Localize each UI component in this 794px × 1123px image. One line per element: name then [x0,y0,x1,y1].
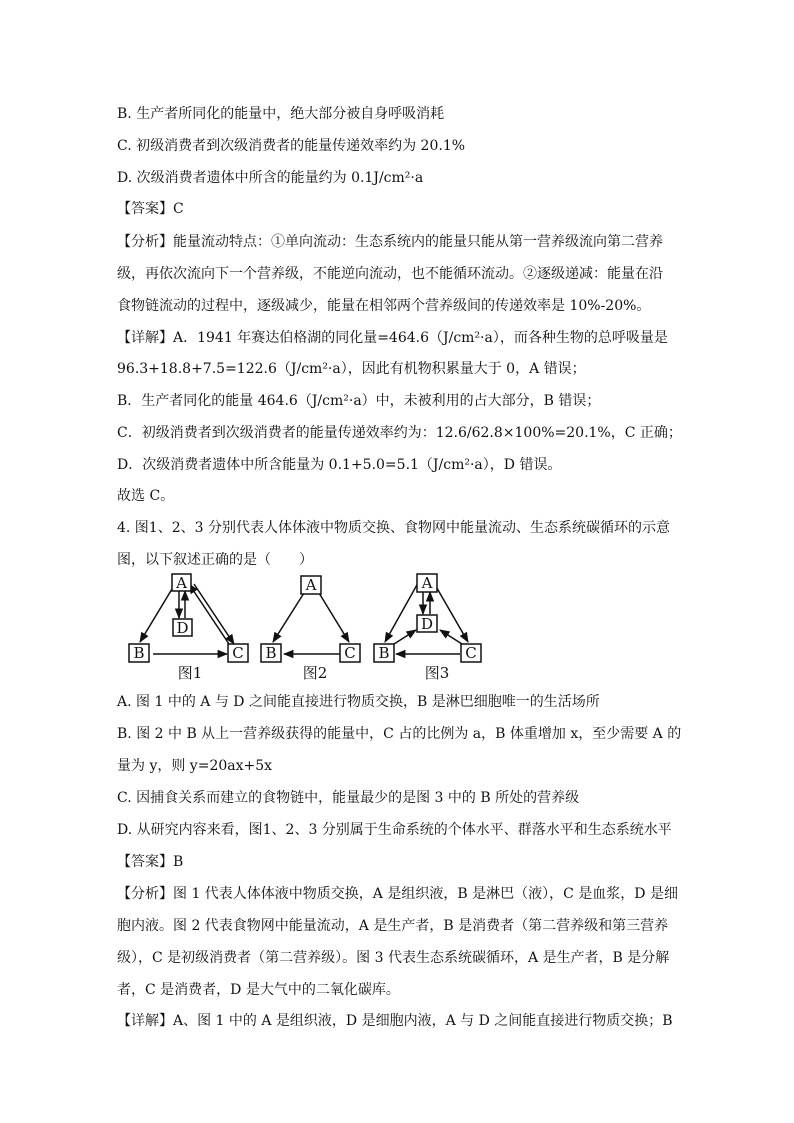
fig3-node-c: C [465,644,477,662]
analysis-line-1: 【分析】图 1 代表人体体液中物质交换，A 是组织液，B 是淋巴（液），C 是血浆，D 是细 [117,886,678,902]
option-a: A. 图 1 中的 A 与 D 之间能直接进行物质交换，B 是淋巴细胞唯一的生活场所 [117,694,600,710]
fig1-node-b: B [133,644,145,662]
fig1-node-c: C [232,644,244,662]
analysis-line-2: 胞内液。图 2 代表食物网中能量流动，A 是生产者，B 是消费者（第二营养级和第三营养 [117,918,669,934]
answer-previous: 【答案】C [117,201,184,217]
option-b-line-2: 量为 y，则 y=20ax+5x [117,758,273,774]
analysis-line-4: 者，C 是消费者，D 是大气中的二氧化碳库。 [117,982,400,998]
analysis-previous-line-2: 级，再依次流向下一个营养级，不能逆向流动，也不能循环流动。②逐级递减：能量在沿 [117,266,663,282]
option-d-previous: D. 次级消费者遗体中所含的能量约为 0.1J/cm²·a [117,170,424,186]
fig2-node-b: B [265,644,277,662]
analysis-previous-line-3: 食物链流动的过程中，逐级减少，能量在相邻两个营养级间的传递效率是 10%-20%。 [117,298,651,314]
detail-previous-line-1: 【详解】A．1941 年赛达伯格湖的同化量=464.6（J/cm²·a），而各种生物的总呼吸量是 [117,330,668,346]
option-b-previous: B. 生产者所同化的能量中，绝大部分被自身呼吸消耗 [117,106,445,122]
option-c: C. 因捕食关系而建立的食物链中，能量最少的是图 3 中的 B 所处的营养级 [117,790,580,806]
fig1-node-d: D [176,619,189,637]
choice-previous: 故选 C。 [117,488,175,504]
detail-line-1: 【详解】A、图 1 中的 A 是组织液，D 是细胞内液，A 与 D 之间能直接进行物质交换；B [117,1013,673,1029]
detail-previous-line-5: D．次级消费者遗体中所含能量为 0.1+5.0=5.1（J/cm²·a），D 错误。 [117,457,562,473]
answer: 【答案】B [117,854,184,870]
option-c-previous: C. 初级消费者到次级消费者的能量传递效率约为 20.1% [117,138,466,154]
fig3-node-b: B [378,644,390,662]
detail-previous-line-4: C．初级消费者到次级消费者的能量传递效率约为：12.6/62.8×100%=20.1%，C 正确； [117,425,682,441]
question-4-figures [120,570,500,685]
option-d: D. 从研究内容来看，图1、2、3 分别属于生命系统的个体水平、群落水平和生态系统水平 [117,822,672,838]
question-4-line-2: 图，以下叙述正确的是（ ） [117,552,313,568]
fig2-caption: 图2 [302,664,328,682]
fig3-node-d: D [420,615,434,633]
question-4-line-1: 4. 图1、2、3 分别代表人体体液中物质交换、食物网中能量流动、生态系统碳循环的示意 [117,520,670,536]
triangle-diagrams [120,570,500,685]
analysis-line-3: 级），C 是初级消费者（第二营养级）。图 3 代表生态系统碳循环，A 是生产者，B 是分解 [117,950,670,966]
fig2-node-a: A [305,576,317,594]
option-b-line-1: B. 图 2 中 B 从上一营养级获得的能量中，C 占的比例为 a，B 体重增加 x，至少需要 A 的 [117,726,682,742]
figure-2 [261,576,360,682]
fig3-node-a: A [421,574,433,592]
analysis-previous-line-1: 【分析】能量流动特点：①单向流动：生态系统内的能量只能从第一营养级流向第二营养 [117,234,663,250]
fig1-node-a: A [176,574,187,592]
fig2-node-c: C [344,644,356,662]
fig3-caption: 图3 [424,664,450,682]
detail-previous-line-3: B．生产者同化的能量 464.6（J/cm²·a）中，未被利用的占大部分，B 错误； [117,393,601,409]
fig1-caption: 图1 [177,664,203,682]
detail-previous-line-2: 96.3+18.8+7.5=122.6（J/cm²·a），因此有机物积累量大于 0，A 错误； [117,361,586,377]
figure-1 [129,574,248,682]
figure-3 [374,574,481,682]
